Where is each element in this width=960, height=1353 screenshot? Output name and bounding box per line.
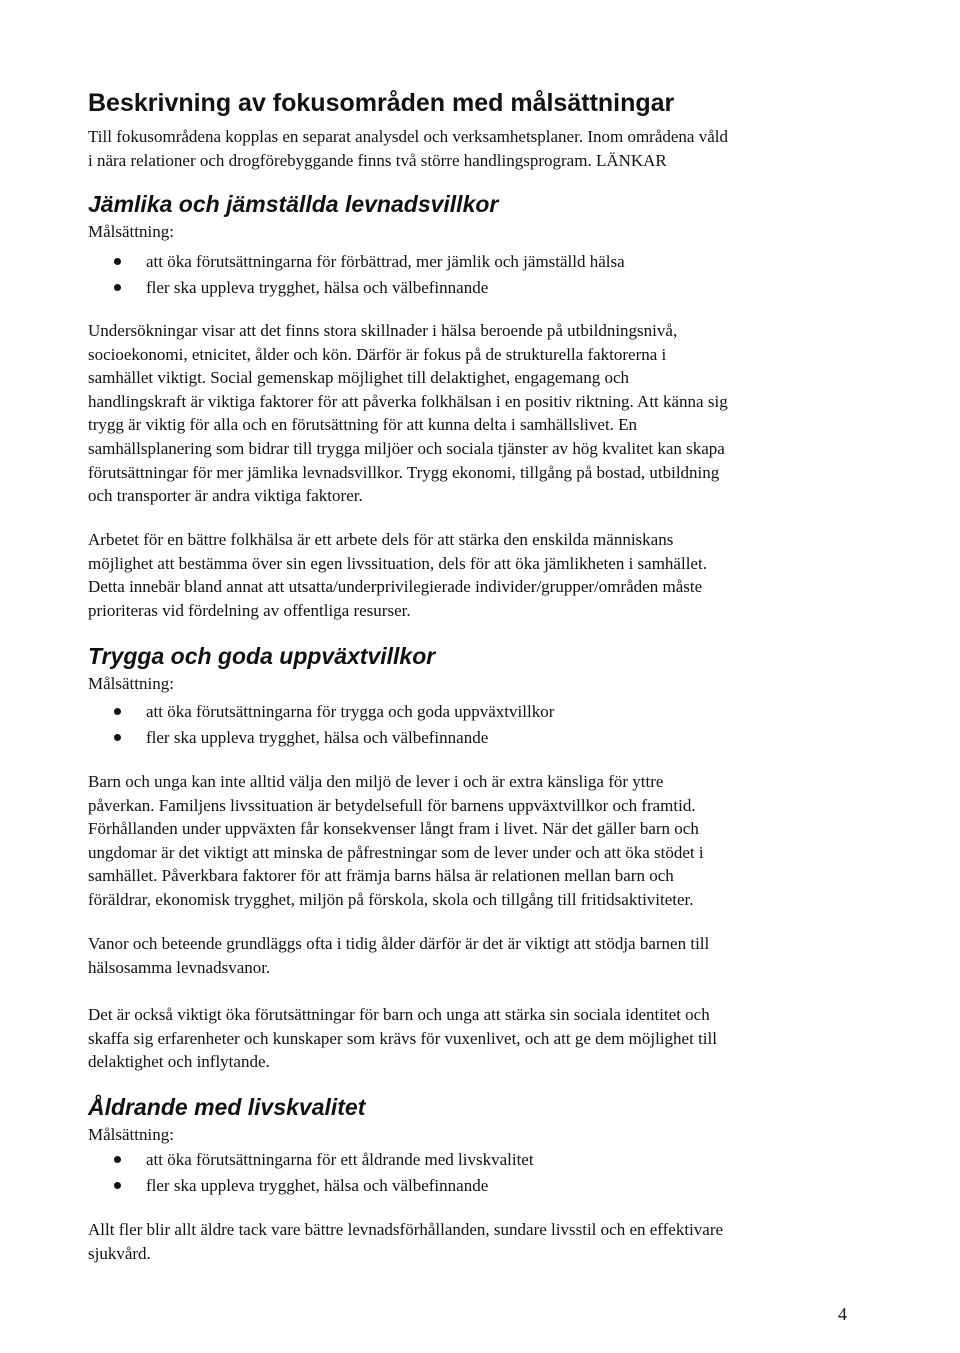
text-line: delaktighet och inflytande. bbox=[88, 1052, 270, 1072]
text-line: skaffa sig erfarenheter och kunskaper som krävs för vuxenlivet, och att ge dem möjlighet till bbox=[88, 1028, 717, 1048]
text-line: samhället viktigt. Social gemenskap möjlighet till delaktighet, engagemang och bbox=[88, 368, 630, 388]
text-line: och transporter är andra viktiga faktorer. bbox=[88, 486, 363, 506]
text-line: samhället. Påverkbara faktorer för att främja barns hälsa är relationen mellan barn och bbox=[88, 866, 674, 886]
goal-item: att öka förutsättningarna för förbättrad, mer jämlik och jämställd hälsa bbox=[88, 249, 625, 275]
text-line: Undersökningar visar att det finns stora skillnader i hälsa beroende på utbildningsnivå, bbox=[88, 321, 678, 340]
goal-list bbox=[88, 249, 625, 300]
goal-list bbox=[88, 699, 554, 750]
text-line: Det är också viktigt öka förutsättningar för barn och unga att stärka sin sociala identitet och bbox=[88, 1005, 710, 1024]
body-paragraph bbox=[88, 770, 868, 912]
text-line: hälsosamma levnadsvanor. bbox=[88, 957, 271, 977]
goal-item: fler ska uppleva trygghet, hälsa och välbefinnande bbox=[88, 725, 554, 751]
goal-item: fler ska uppleva trygghet, hälsa och välbefinnande bbox=[88, 1173, 534, 1199]
body-paragraph bbox=[88, 528, 868, 622]
text-line: Allt fler blir allt äldre tack vare bättre levnadsförhållanden, sundare livsstil och en effektivare bbox=[88, 1220, 724, 1239]
section-heading-trygga: Trygga och goda uppväxtvillkor bbox=[88, 643, 436, 669]
text-line: föräldrar, ekonomisk trygghet, miljön på förskola, skola och tillgång till fritidsaktiviteter. bbox=[88, 889, 694, 909]
text-line: Förhållanden under uppväxten får konsekvenser långt fram i livet. När det gäller barn och bbox=[88, 819, 699, 839]
section-heading-jamlika: Jämlika och jämställda levnadsvillkor bbox=[88, 191, 499, 217]
text-line: Arbetet för en bättre folkhälsa är ett arbete dels för att stärka den enskilda människans bbox=[88, 530, 674, 549]
goal-label bbox=[88, 672, 868, 696]
text-line: sjukvård. bbox=[88, 1243, 151, 1263]
goal-label-text: Målsättning: bbox=[88, 674, 174, 693]
goal-list bbox=[88, 1147, 534, 1198]
goal-label bbox=[88, 220, 868, 244]
goal-label bbox=[88, 1123, 868, 1147]
page-title: Beskrivning av fokusområden med målsättningar bbox=[88, 89, 675, 117]
text-line: trygg är viktig för alla och en förutsättning för att kunna delta i samhällslivet. En bbox=[88, 415, 638, 435]
body-paragraph bbox=[88, 932, 868, 979]
text-line: förutsättningar för mer jämlika levnadsvillkor. Trygg ekonomi, tillgång på bostad, utbildning bbox=[88, 462, 720, 482]
text-line: ungdomar är det viktigt att minska de påfrestningar som de lever under och att öka stödet i bbox=[88, 842, 704, 862]
goal-item: att öka förutsättningarna för trygga och goda uppväxtvillkor bbox=[88, 699, 554, 725]
text-line: Detta innebär bland annat att utsatta/underprivilegierade individer/grupper/områden måste bbox=[88, 577, 703, 597]
text-line: Barn och unga kan inte alltid välja den miljö de lever i och är extra känsliga för yttre bbox=[88, 772, 664, 791]
section-heading-aldrande: Åldrande med livskvalitet bbox=[88, 1094, 366, 1120]
text-line: möjlighet att bestämma över sin egen livssituation, dels för att öka jämlikheten i samhället. bbox=[88, 553, 707, 573]
text-line: socioekonomi, etnicitet, ålder och kön. Därför är fokus på de strukturella faktorerna i bbox=[88, 344, 667, 364]
page-number: 4 bbox=[838, 1304, 847, 1324]
goal-item: fler ska uppleva trygghet, hälsa och välbefinnande bbox=[88, 275, 625, 301]
text-line: i nära relationer och drogförebyggande finns två större handlingsprogram. LÄNKAR bbox=[88, 150, 667, 170]
text-line: handlingskraft är viktiga faktorer för att påverka folkhälsan i en positiv riktning. Att känna sig bbox=[88, 391, 728, 411]
body-paragraph bbox=[88, 1003, 868, 1074]
text-line: påverkan. Familjens livssituation är betydelsefull för barnens uppväxtvillkor och framtid. bbox=[88, 795, 696, 815]
text-line: Till fokusområdena kopplas en separat analysdel och verksamhetsplaner. Inom områdena våld bbox=[88, 127, 728, 146]
goal-label-text: Målsättning: bbox=[88, 1125, 174, 1144]
goal-item: att öka förutsättningarna för ett åldrande med livskvalitet bbox=[88, 1147, 534, 1173]
text-line: Vanor och beteende grundläggs ofta i tidig ålder därför är det är viktigt att stödja barnen till bbox=[88, 934, 710, 953]
body-paragraph bbox=[88, 319, 868, 508]
intro-paragraph bbox=[88, 125, 868, 172]
text-line: samhällsplanering som bidrar till trygga miljöer och sociala tjänster av hög kvalitet kan skapa bbox=[88, 438, 725, 458]
goal-label-text: Målsättning: bbox=[88, 222, 174, 241]
text-line: prioriteras vid fördelning av offentliga resurser. bbox=[88, 600, 411, 620]
body-paragraph bbox=[88, 1218, 868, 1265]
